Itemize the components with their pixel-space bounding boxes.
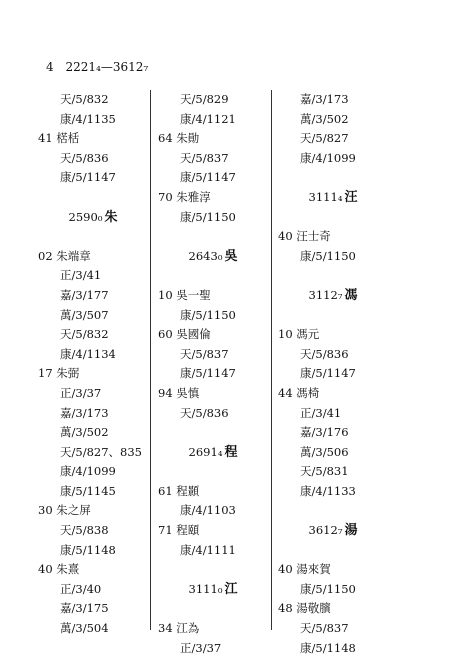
spacer (38, 188, 148, 208)
citation-entry: 天/5/829 (180, 92, 229, 106)
section-code: 2643₀ (188, 248, 223, 263)
section-character: 馮 (344, 287, 358, 303)
name-entry: 10 吳一聖 (158, 287, 211, 302)
spacer (158, 423, 268, 443)
name-entry: 17 朱弼 (38, 366, 80, 381)
citation-entry: 萬/3/504 (60, 621, 109, 636)
citation-entry: 萬/3/507 (60, 307, 109, 322)
section-code: 3112₇ (308, 287, 343, 302)
section-character: 朱 (104, 209, 118, 225)
section-character: 汪 (344, 189, 358, 205)
name-entry: 40 朱熹 (38, 562, 80, 577)
index-column-1 (38, 90, 148, 639)
citation-entry: 康/4/1135 (60, 111, 116, 126)
section-character: 湯 (344, 523, 358, 539)
name-entry: 10 馮元 (278, 327, 320, 342)
citation-entry: 嘉/3/173 (60, 405, 109, 420)
name-entry: 34 江為 (158, 621, 200, 636)
section-code: 3111₀ (188, 581, 223, 596)
citation-entry: 正/3/37 (180, 640, 222, 655)
name-entry: 61 程顥 (158, 483, 200, 498)
citation-entry: 天/5/837 (180, 346, 229, 361)
citation-entry: 天/5/837 (180, 150, 229, 165)
citation-entry: 天/5/836 (60, 150, 109, 165)
citation-entry: 天/5/836 (180, 405, 229, 420)
citation-entry: 康/5/1150 (180, 307, 236, 322)
section-heading (278, 521, 388, 541)
citation-entry: 嘉/3/176 (300, 425, 349, 440)
name-entry: 40 湯來賀 (278, 562, 331, 577)
section-heading (158, 443, 268, 463)
name-entry: 94 吳慎 (158, 385, 200, 400)
citation-entry: 康/4/1121 (180, 111, 236, 126)
name-entry: 64 朱勛 (158, 131, 200, 146)
citation-entry: 康/4/1134 (60, 346, 116, 361)
citation-entry: 康/5/1150 (300, 248, 356, 263)
citation-entry: 康/5/1147 (180, 170, 236, 185)
citation-entry: 正/3/37 (60, 385, 102, 400)
name-entry: 60 吳國倫 (158, 327, 211, 342)
spacer (158, 227, 268, 247)
citation-entry: 康/4/1099 (60, 464, 116, 479)
section-code: 3111₄ (308, 189, 343, 204)
name-entry: 30 朱之屏 (38, 503, 91, 518)
spacer (158, 599, 268, 619)
spacer (278, 168, 388, 188)
spacer (278, 266, 388, 286)
section-heading (158, 247, 268, 267)
index-column-2 (158, 90, 268, 658)
citation-entry: 正/3/41 (60, 268, 102, 283)
running-header (46, 60, 148, 74)
citation-entry: 康/5/1150 (180, 209, 236, 224)
citation-entry: 天/5/831 (300, 464, 349, 479)
page-number: 4 (46, 60, 54, 74)
spacer (158, 560, 268, 580)
citation-entry: 康/5/1148 (60, 542, 116, 557)
name-entry: 02 朱端章 (38, 248, 91, 263)
spacer (278, 208, 388, 228)
citation-entry: 康/5/1148 (300, 640, 356, 655)
citation-entry: 嘉/3/175 (60, 601, 109, 616)
citation-entry: 康/5/1150 (300, 581, 356, 596)
citation-entry: 正/3/41 (300, 405, 342, 420)
spacer (38, 227, 148, 247)
section-code: 3612₇ (308, 523, 343, 538)
citation-entry: 天/5/838 (60, 523, 109, 538)
name-entry: 48 湯敬臏 (278, 601, 331, 616)
citation-entry: 正/3/40 (60, 581, 102, 596)
citation-entry: 康/5/1145 (60, 483, 116, 498)
section-heading (278, 286, 388, 306)
name-entry: 70 朱雅淳 (158, 189, 211, 204)
spacer (158, 462, 268, 482)
citation-entry: 嘉/3/177 (60, 287, 109, 302)
citation-entry: 康/4/1111 (180, 542, 236, 557)
name-entry: 41 楛栝 (38, 131, 80, 146)
spacer (278, 306, 388, 326)
citation-entry: 康/5/1147 (180, 366, 236, 381)
citation-entry: 康/4/1103 (180, 503, 236, 518)
name-entry: 44 馮椅 (278, 385, 320, 400)
citation-entry: 康/4/1133 (300, 483, 356, 498)
section-heading (278, 188, 388, 208)
citation-entry: 天/5/837 (300, 621, 349, 636)
index-column-3 (278, 90, 388, 658)
citation-entry: 康/5/1147 (60, 170, 116, 185)
page-range: 2221₄—3612₇ (65, 60, 149, 74)
citation-entry: 康/4/1099 (300, 150, 356, 165)
column-divider (150, 90, 151, 630)
section-character: 江 (224, 581, 238, 597)
section-character: 吳 (224, 248, 238, 264)
name-entry: 71 程頤 (158, 523, 200, 538)
citation-entry: 天/5/832 (60, 92, 109, 106)
section-heading (38, 208, 148, 228)
column-divider (271, 90, 272, 630)
spacer (158, 266, 268, 286)
citation-entry: 萬/3/502 (300, 111, 349, 126)
name-entry: 40 汪士奇 (278, 229, 331, 244)
citation-entry: 天/5/827、835 (60, 444, 142, 459)
section-code: 2590₀ (68, 209, 103, 224)
section-heading (158, 580, 268, 600)
section-character: 程 (224, 444, 238, 460)
citation-entry: 萬/3/506 (300, 444, 349, 459)
citation-entry: 萬/3/502 (60, 425, 109, 440)
citation-entry: 天/5/832 (60, 327, 109, 342)
citation-entry: 天/5/836 (300, 346, 349, 361)
section-code: 2691₄ (188, 444, 223, 459)
citation-entry: 嘉/3/173 (300, 92, 349, 106)
spacer (278, 541, 388, 561)
spacer (278, 501, 388, 521)
citation-entry: 天/5/827 (300, 131, 349, 146)
citation-entry: 康/5/1147 (300, 366, 356, 381)
